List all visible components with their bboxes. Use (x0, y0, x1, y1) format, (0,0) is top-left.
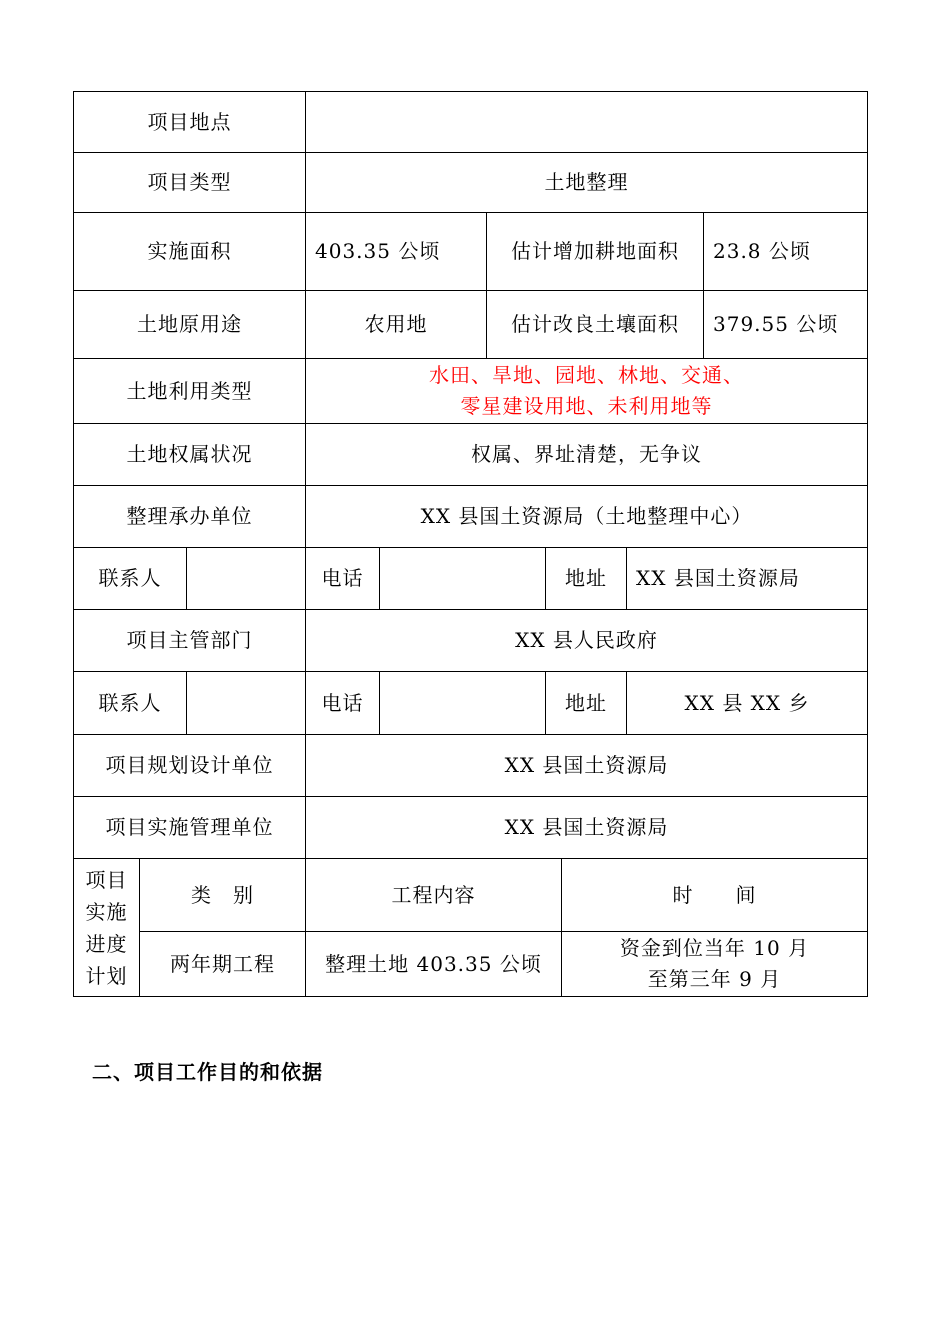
improved-soil-value: 379.55 公顷 (713, 312, 839, 336)
phone2-value (380, 672, 545, 734)
schedule-time-line2: 至第三年 9 月 (647, 967, 782, 991)
land-use-value-line2: 零星建设用地、未利用地等 (460, 394, 713, 418)
schedule-label (74, 859, 139, 996)
address1-label: 地址 (565, 566, 607, 590)
improved-soil-label: 估计改良土壤面积 (511, 312, 679, 336)
added-farmland-label: 估计增加耕地面积 (511, 239, 679, 263)
schedule-time-line1: 资金到位当年 10 月 (619, 936, 810, 960)
undertaker-value: XX 县国土资源局（土地整理中心） (420, 504, 753, 528)
schedule-label-line: 计划 (85, 963, 128, 988)
land-use-value (306, 359, 867, 423)
manager-label: 项目实施管理单位 (105, 815, 274, 839)
supervisor-label: 项目主管部门 (126, 628, 253, 652)
ownership-value: 权属、界址清楚，无争议 (471, 442, 702, 466)
contact2-value (187, 672, 305, 734)
schedule-category: 两年期工程 (170, 951, 275, 976)
location-label: 项目地点 (147, 109, 232, 134)
col-category-header: 类 别 (191, 882, 254, 907)
manager-value: XX 县国土资源局 (504, 815, 669, 839)
type-value: 土地整理 (544, 170, 629, 194)
planner-label: 项目规划设计单位 (105, 753, 274, 777)
original-use-label: 土地原用途 (137, 312, 242, 336)
address2-value: XX 县 XX 乡 (684, 690, 810, 715)
ownership-label: 土地权属状况 (126, 442, 253, 466)
area-value: 403.35 公顷 (315, 239, 441, 263)
planner-value: XX 县国土资源局 (504, 753, 669, 777)
supervisor-value: XX 县人民政府 (515, 628, 658, 652)
added-farmland-value: 23.8 公顷 (713, 239, 811, 263)
schedule-label-line: 进度 (85, 931, 128, 956)
phone1-label: 电话 (321, 566, 364, 590)
address1-value: XX 县国土资源局 (636, 566, 800, 590)
undertaker-label: 整理承办单位 (126, 504, 253, 528)
address2-label: 地址 (565, 690, 607, 715)
land-use-value-line1: 水田、旱地、园地、林地、交通、 (429, 363, 744, 387)
schedule-time (562, 932, 867, 996)
section-heading: 二、项目工作目的和依据 (92, 1060, 323, 1084)
land-use-label: 土地利用类型 (126, 378, 253, 403)
phone1-value (380, 548, 545, 609)
original-use-value: 农用地 (364, 312, 428, 336)
schedule-content: 整理土地 403.35 公顷 (325, 951, 542, 976)
schedule-label-line: 实施 (85, 899, 128, 924)
contact2-label: 联系人 (98, 690, 162, 715)
contact1-label: 联系人 (98, 566, 162, 590)
col-content-header: 工程内容 (391, 882, 476, 907)
location-value (306, 92, 867, 152)
phone2-label: 电话 (321, 690, 364, 715)
schedule-label-line: 项目 (85, 867, 128, 892)
contact1-value (187, 548, 305, 609)
col-time-header: 时 间 (672, 882, 757, 907)
type-label: 项目类型 (147, 170, 232, 194)
area-label: 实施面积 (147, 239, 232, 263)
